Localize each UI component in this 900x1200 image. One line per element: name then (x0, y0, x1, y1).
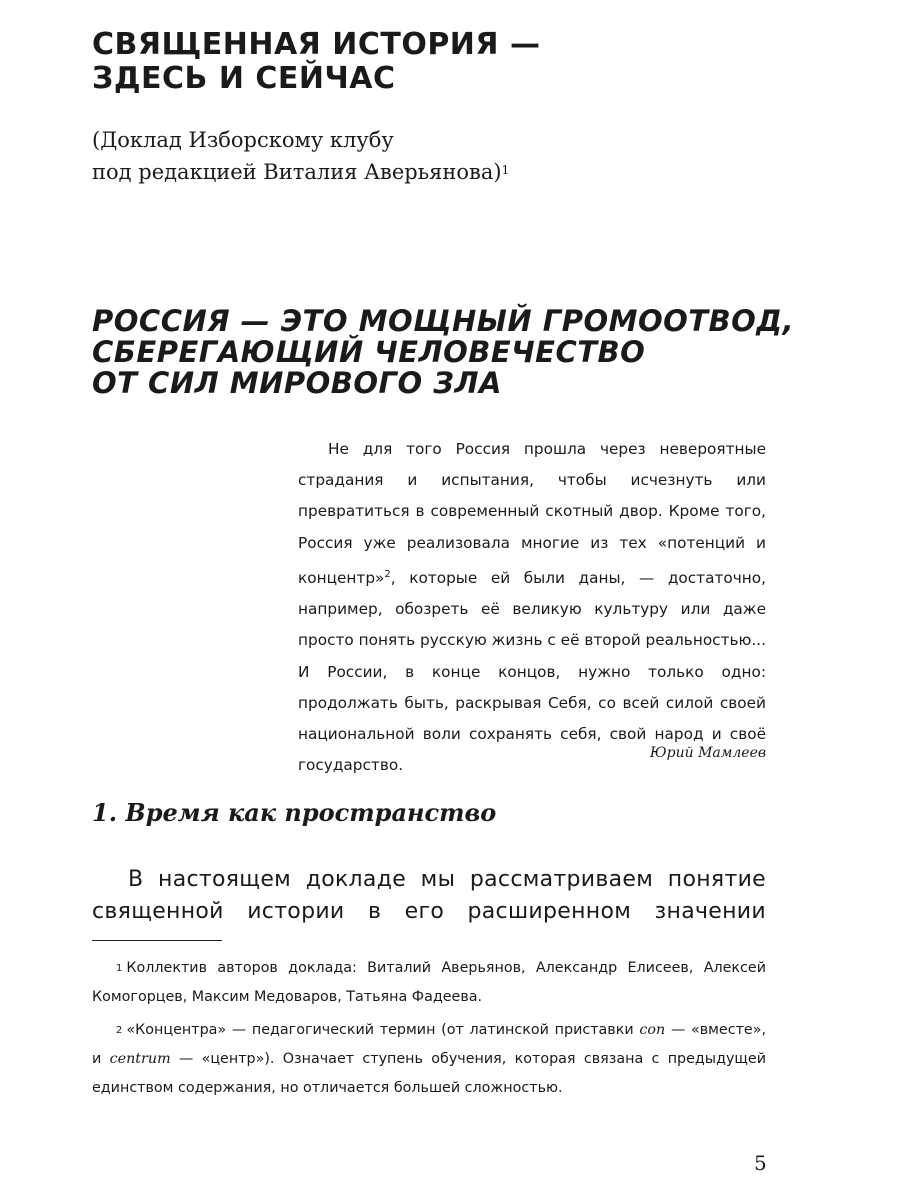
footnote-2-text-b: — «вместе», и (92, 1022, 766, 1067)
subtitle-line-1: (Доклад Изборскому клубу (92, 128, 394, 152)
footnote-2-number: 2 (116, 1025, 123, 1036)
footnote-2-latin-con: con (639, 1022, 666, 1038)
footnote-ref-1: 1 (501, 163, 510, 177)
chapter-title-line-2: ЗДЕСЬ И СЕЙЧАС (92, 61, 396, 96)
page-number: 5 (754, 1151, 767, 1175)
epigraph (298, 434, 766, 781)
footnote-1 (92, 954, 766, 1012)
subtitle-line-2: под редакцией Виталия Аверьянова) (92, 160, 502, 184)
chapter-title-line-1: СВЯЩЕННАЯ ИСТОРИЯ — (92, 27, 541, 62)
footnote-2-latin-centrum: centrum (109, 1051, 171, 1067)
subsection-heading: 1. Время как пространство (92, 798, 497, 827)
section-title-line-3: ОТ СИЛ МИРОВОГО ЗЛА (92, 366, 502, 400)
epigraph-text-part-2: , которые ей были даны, — достаточно, например, обозреть её великую культуру или даже просто понять русскую жизнь с её второй реальностью... И России, в конце концов, нужно только одно: продолжать быть, раскрывая Себя, со всей силой своей национальной воли сохранять себя, свой народ и своё государство. (298, 568, 766, 775)
section-title (92, 306, 852, 399)
chapter-title (92, 28, 812, 96)
epigraph-text-part-1: Не для того Россия прошла через невероятные страдания и испытания, чтобы исчезнуть или превратиться в современный скотный двор. Кроме того, Россия уже реализовала многие из тех «потенций и концентр» (298, 440, 766, 587)
section-title-line-2: СБЕРЕГАЮЩИЙ ЧЕЛОВЕЧЕСТВО (92, 335, 646, 369)
footnote-2-text-a: «Концентра» — педагогический термин (от латинской приставки (126, 1022, 640, 1038)
footnote-1-text: Коллектив авторов доклада: Виталий Аверьянов, Александр Елисеев, Алексей Комогорцев, Максим Медоваров, Татьяна Фадеева. (92, 960, 766, 1005)
footnote-1-number: 1 (116, 963, 123, 974)
footnote-divider (92, 940, 222, 941)
footnote-2 (92, 1016, 766, 1103)
footnote-ref-2: 2 (384, 568, 391, 580)
chapter-subtitle (92, 124, 812, 188)
epigraph-author: Юрий Мамлеев (649, 745, 766, 761)
footnote-2-text-c: — «центр»). Означает ступень обучения, которая связана с предыдущей единством содержания, но отличается большей сложностью. (92, 1051, 766, 1096)
body-paragraph: В настоящем докладе мы рассматриваем понятие священной истории в его расширенном значении (92, 867, 766, 924)
footnotes (92, 954, 766, 1107)
section-title-line-1: РОССИЯ — ЭТО МОЩНЫЙ ГРОМООТВОД, (92, 304, 795, 338)
